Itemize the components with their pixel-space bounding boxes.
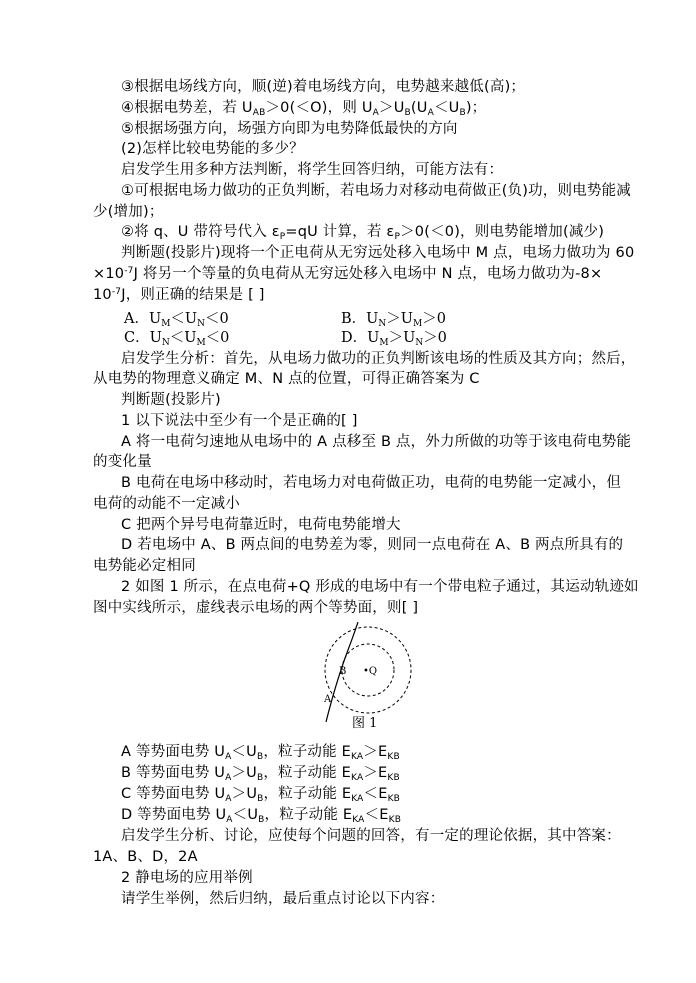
text-span: =qU 计算，若 ε (285, 224, 395, 240)
text-span: ＜U (433, 100, 460, 116)
subscript: KA (351, 794, 364, 804)
text-span: C．U (124, 330, 162, 346)
text-line (93, 369, 480, 389)
text-span: D 若电场中 A、B 两点间的电势差为零，则同一点电荷在 A、B 两点所具有的 (121, 537, 624, 553)
text-line (121, 119, 458, 139)
text-line (121, 349, 636, 369)
text-line (93, 847, 198, 867)
text-span: B 电荷在电场中移动时，若电场力对电荷做正功，电荷的电势能一定减小，但 (121, 475, 622, 491)
text-span: )； (465, 100, 487, 116)
text-line (121, 432, 631, 452)
text-span: ③根据电场线方向，顺(逆)着电场线方向，电势越来越低(高)； (121, 79, 526, 95)
text-span: ＞E (363, 765, 388, 781)
superscript: -7 (124, 266, 134, 276)
text-span: C 等势面电势 U (121, 786, 226, 802)
text-line (93, 202, 164, 222)
text-line (121, 243, 634, 263)
text-line (121, 826, 621, 846)
subscript: A (225, 773, 232, 783)
subscript: A (427, 108, 434, 118)
text-span: ，粒子动能 E (263, 765, 352, 781)
text-line (121, 868, 253, 888)
text-span: A．U (124, 311, 162, 327)
text-span: D．U (341, 330, 380, 346)
text-span: ＜0 (205, 311, 229, 327)
text-line (93, 598, 418, 618)
text-line (121, 805, 401, 825)
text-span: ，粒子动能 E (263, 786, 352, 802)
subscript: M (413, 319, 423, 329)
superscript: -7 (111, 287, 122, 297)
text-line (121, 742, 400, 762)
subscript: B (256, 773, 264, 783)
text-line (121, 222, 604, 242)
text-span: 启发学生分析：首先，从电场力做功的正负判断该电场的性质及其方向；然后， (121, 351, 636, 367)
text-line (121, 98, 486, 118)
subscript: KA (352, 815, 365, 825)
text-span: 2 如图 1 所示，在点电荷+Q 形成的电场中有一个带电粒子通过，其运动轨迹如 (121, 579, 639, 595)
choice-c (124, 328, 229, 348)
subscript: N (415, 338, 424, 348)
figure-caption: 图 1 (352, 716, 378, 731)
text-span: ＜E (364, 807, 389, 823)
text-span: ②将 q、U 带符号代入 ε (121, 224, 280, 240)
text-span: 10 (93, 287, 112, 303)
subscript: M (379, 338, 389, 348)
text-span: ＜U (232, 807, 259, 823)
choice-a (124, 309, 229, 329)
choice-b (341, 309, 446, 329)
text-span: ，粒子动能 E (264, 807, 353, 823)
subscript: N (378, 319, 387, 329)
text-span: C 把两个异号电荷靠近时，电荷电势能增大 (121, 517, 401, 533)
text-span: A 将一电荷匀速地从电场中的 A 点移至 B 点，外力所做的功等于该电荷电势能 (121, 434, 632, 450)
text-line (93, 452, 152, 472)
subscript: B (258, 815, 265, 825)
subscript: B (256, 752, 264, 762)
text-line (121, 390, 221, 410)
text-span: ＞U (379, 100, 405, 116)
text-span: ＞0 (423, 330, 447, 346)
text-span: B 等势面电势 U (121, 765, 226, 781)
subscript: B (404, 108, 411, 118)
subscript: KA (350, 752, 364, 762)
label-b: B (339, 666, 347, 677)
text-span: 请学生举例，然后归纳，最后重点讨论以下内容： (121, 891, 445, 907)
text-span: ＞U (388, 330, 416, 346)
subscript: KA (351, 773, 364, 783)
subscript: KB (387, 794, 401, 804)
text-span: D 等势面电势 U (121, 807, 227, 823)
text-span: 启发学生用多种方法判断，将学生回答归纳，可能方法有： (121, 162, 504, 178)
subscript: M (196, 338, 206, 348)
text-span: 2 静电场的应用举例 (121, 870, 253, 886)
text-span: ＞U (231, 765, 257, 781)
subscript: N (197, 319, 206, 329)
text-line (93, 264, 602, 284)
text-line (121, 535, 623, 555)
text-line (121, 763, 400, 783)
text-span: 1A、B、D，2A (93, 849, 198, 865)
text-span: (2)怎样比较电势能的多少？ (121, 141, 304, 157)
subscript: N (161, 338, 170, 348)
subscript: A (225, 794, 232, 804)
choice-d (341, 328, 447, 348)
label-q: •Q (363, 666, 378, 677)
text-span: 的变化量 (93, 454, 152, 470)
subscript: AB (252, 108, 266, 118)
text-span: J，则正确的结果是 [ ] (121, 287, 265, 303)
subscript: A (372, 108, 380, 118)
text-span: 电荷的动能不一定减小 (93, 496, 240, 512)
text-line (93, 285, 265, 305)
label-a: A (324, 694, 332, 705)
text-span: A 等势面电势 U (121, 744, 226, 760)
subscript: KB (387, 752, 400, 762)
text-span: 电势能必定相同 (93, 558, 196, 574)
text-span: (U (410, 100, 428, 116)
text-span: ，粒子动能 E (263, 744, 351, 760)
text-line (121, 889, 444, 909)
text-span: 从电势的物理意义确定 M、N 点的位置，可得正确答案为 C (93, 371, 480, 387)
text-line (121, 515, 401, 535)
text-span: ①可根据电场力做功的正负判断，若电场力对移动电荷做正(负)功，则电势能减 (121, 183, 632, 199)
text-line (121, 160, 503, 180)
subscript: B (459, 108, 466, 118)
subscript: A (225, 752, 232, 762)
text-span: ＜0 (205, 330, 230, 346)
text-span: ＜U (231, 744, 257, 760)
text-line (121, 473, 621, 493)
text-line (121, 577, 639, 597)
text-span: ＞E (363, 744, 388, 760)
text-span: J 将另一个等量的负电荷从无穷远处移入电场中 N 点，电场力做功为-8× (133, 266, 603, 282)
text-span: 判断题(投影片)现将一个正电荷从无穷远处移入电场中 M 点，电场力做功为 60 (121, 245, 635, 261)
subscript: P (279, 232, 286, 242)
subscript: KB (388, 815, 402, 825)
subscript: M (161, 319, 171, 329)
text-line (93, 556, 196, 576)
text-line (121, 139, 304, 159)
text-span: 启发学生分析、讨论，应使每个问题的回答，有一定的理论依据，其中答案： (121, 828, 621, 844)
text-span: 少(增加)； (93, 204, 164, 220)
text-line (121, 784, 400, 804)
text-line (93, 494, 240, 514)
text-span: 1 以下说法中至少有一个是正确的[ ] (121, 413, 358, 429)
text-line (121, 411, 358, 431)
subscript: P (394, 232, 401, 242)
text-span: ④根据电势差，若 U (121, 100, 253, 116)
text-span: ＞0(＜O)，则 U (265, 100, 373, 116)
subscript: B (257, 794, 264, 804)
text-span: ＞0(＜0)，则电势能增加(减少) (400, 224, 605, 240)
text-span: ＞U (386, 311, 413, 327)
text-span: 判断题(投影片) (121, 392, 221, 408)
text-line (121, 77, 525, 97)
text-line (121, 181, 631, 201)
text-span: ＞0 (422, 311, 446, 327)
subscript: A (226, 815, 233, 825)
text-span: ×10 (93, 266, 125, 282)
text-span: ＞U (231, 786, 258, 802)
text-span: 图中实线所示，虚线表示电场的两个等势面，则[ ] (93, 600, 419, 616)
text-span: ＜U (170, 311, 198, 327)
text-span: B．U (341, 311, 379, 327)
text-span: ⑤根据场强方向，场强方向即为电势降低最快的方向 (121, 121, 458, 137)
text-span: ＜U (169, 330, 197, 346)
text-span: ＜E (363, 786, 388, 802)
subscript: KB (387, 773, 400, 783)
